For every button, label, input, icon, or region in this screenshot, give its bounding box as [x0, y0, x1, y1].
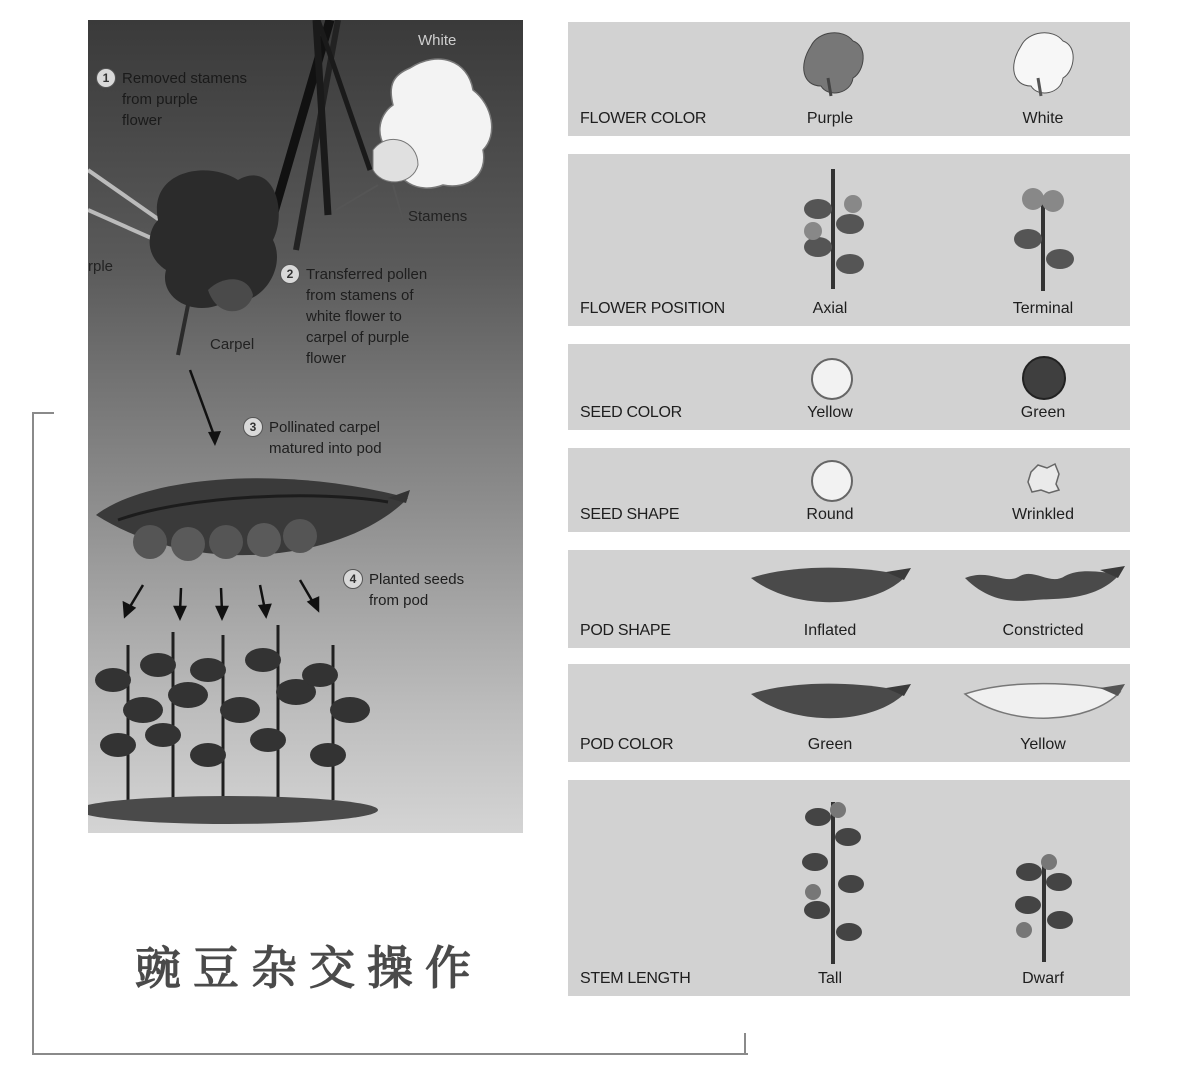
step-3 — [243, 417, 382, 459]
step-number: 4 — [343, 569, 363, 589]
round-seed-icon — [811, 460, 853, 502]
trait-row-stem-length — [568, 780, 1130, 996]
step-text-line: from purple — [122, 91, 198, 108]
label-white: White — [418, 32, 457, 49]
dominant-value: Inflated — [803, 622, 857, 639]
step-4 — [343, 569, 464, 611]
recessive-value: White — [1022, 110, 1064, 127]
trait-name: SEED COLOR — [580, 404, 682, 421]
step-text-line: flower — [306, 350, 347, 367]
trait-name: FLOWER POSITION — [580, 300, 725, 317]
step-1 — [96, 68, 247, 131]
recessive-value: Green — [1020, 404, 1066, 421]
step-text-line: Removed stamens — [122, 70, 248, 87]
trait-row-flower-color — [568, 22, 1130, 136]
dominant-value: Yellow — [807, 404, 853, 421]
green-seed-icon — [1022, 356, 1066, 400]
trait-row-seed-shape — [568, 448, 1130, 532]
dominant-value: Purple — [806, 110, 854, 127]
yellow-seed-icon — [811, 358, 853, 400]
step-2 — [280, 264, 427, 369]
dwarf-plant-icon — [1004, 850, 1084, 965]
recessive-value: Yellow — [1020, 736, 1066, 753]
recessive-value: Dwarf — [1022, 970, 1064, 987]
label-carpel: Carpel — [210, 336, 255, 353]
trait-name: SEED SHAPE — [580, 506, 680, 523]
inflated-pod-icon — [746, 558, 916, 613]
step-number: 2 — [280, 264, 300, 284]
bracket-cap-right — [744, 1033, 746, 1053]
purple-flower-icon — [793, 26, 868, 101]
green-pod-icon — [746, 674, 916, 729]
yellow-pod-icon — [960, 674, 1130, 729]
step-number: 1 — [96, 68, 116, 88]
step-text-line: matured into pod — [269, 440, 382, 457]
trait-row-flower-position — [568, 154, 1130, 326]
step-text-line: from pod — [369, 592, 429, 609]
step-text-line: from stamens of — [306, 287, 414, 304]
step-text-line: white flower to — [306, 308, 402, 325]
constricted-pod-icon — [960, 558, 1130, 613]
step-text-line: carpel of purple — [306, 329, 410, 346]
step-text-line: Transferred pollen — [306, 266, 428, 283]
recessive-value: Constricted — [1002, 622, 1084, 639]
cross-pollination-illustration — [88, 20, 523, 833]
label-purple: rple — [88, 258, 114, 275]
caption-title: 豌豆杂交操作 — [135, 941, 483, 995]
trait-name: POD COLOR — [580, 736, 674, 753]
dominant-value: Round — [806, 506, 854, 523]
bracket-cap-top — [32, 412, 54, 414]
dominant-value: Green — [807, 736, 853, 753]
trait-row-pod-color — [568, 664, 1130, 762]
label-stamens: Stamens — [408, 208, 468, 225]
white-flower-icon — [1003, 26, 1078, 101]
terminal-plant-icon — [1008, 179, 1078, 294]
trait-name: POD SHAPE — [580, 622, 671, 639]
dominant-value: Axial — [812, 300, 848, 317]
step-text-line: Planted seeds — [369, 571, 465, 588]
dominant-value: Tall — [817, 970, 843, 987]
trait-row-seed-color — [568, 344, 1130, 430]
step-number: 3 — [243, 417, 263, 437]
step-text-line: flower — [122, 112, 163, 129]
trait-row-pod-shape — [568, 550, 1130, 648]
tall-plant-icon — [793, 792, 873, 967]
recessive-value: Wrinkled — [1012, 506, 1074, 523]
wrinkled-seed-icon — [1023, 460, 1063, 496]
step-text-line: Pollinated carpel — [269, 419, 380, 436]
trait-name: FLOWER COLOR — [580, 110, 707, 127]
trait-name: STEM LENGTH — [580, 970, 691, 987]
recessive-value: Terminal — [1012, 300, 1074, 317]
axial-plant-icon — [798, 159, 868, 294]
